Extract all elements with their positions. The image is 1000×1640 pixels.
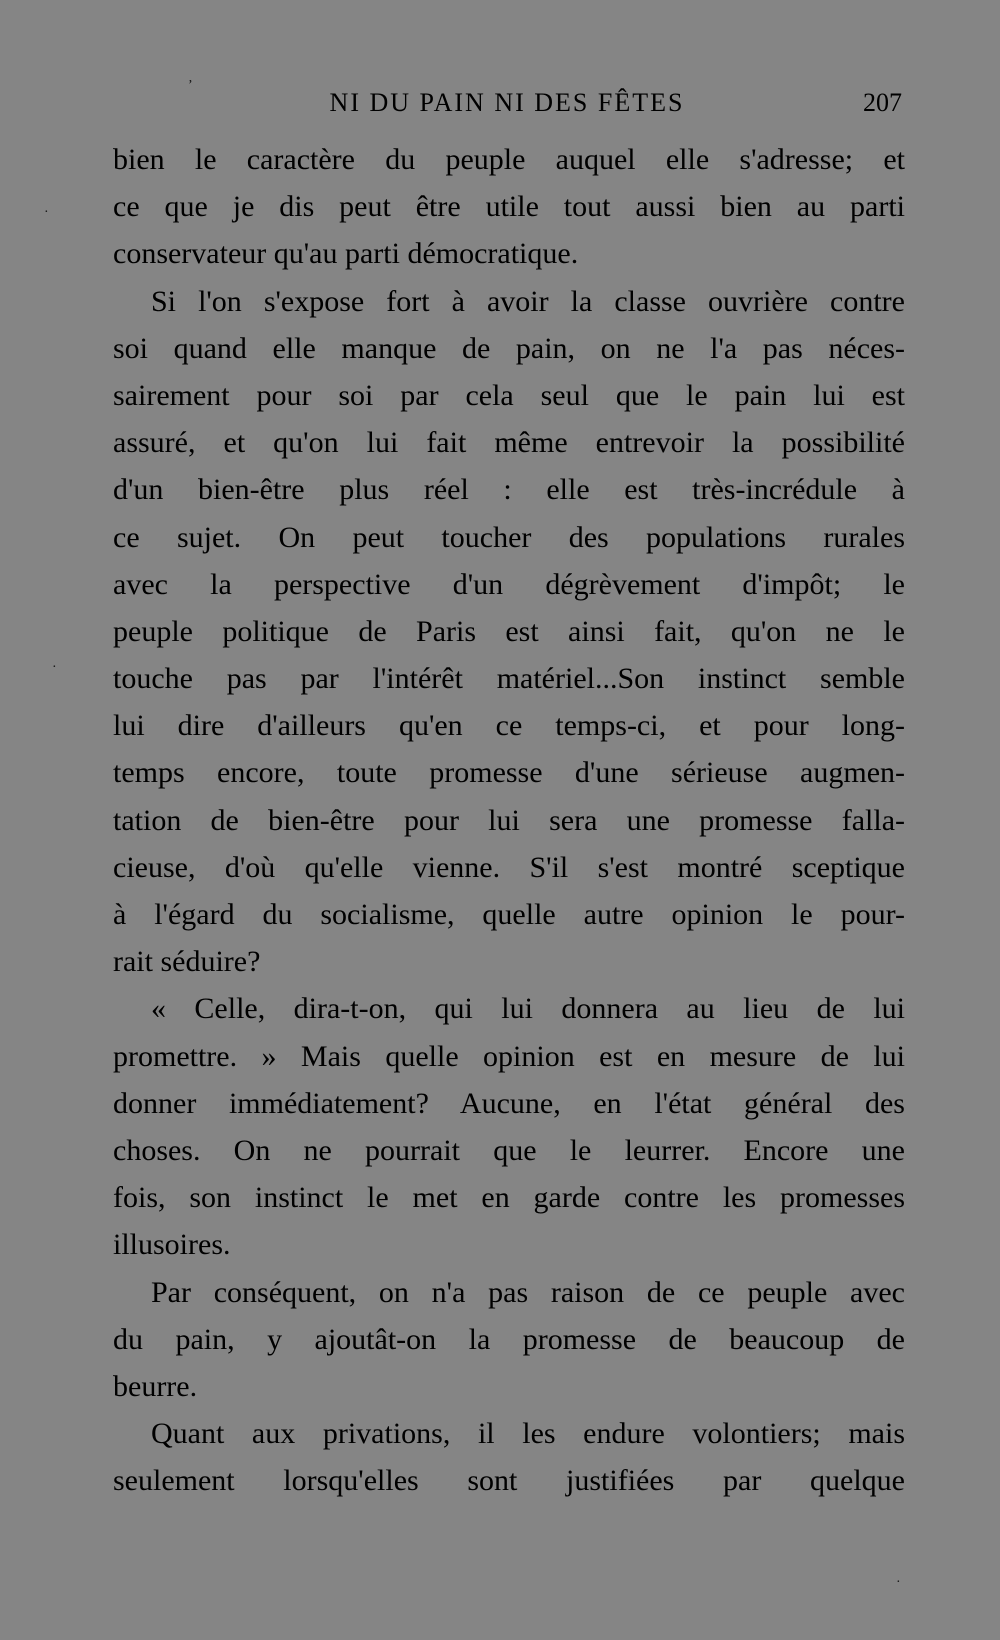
text-line: tation de bien-être pour lui sera une promesse falla- bbox=[113, 803, 905, 837]
text-line: sairement pour soi par cela seul que le pain lui est bbox=[113, 378, 905, 412]
text-line: avec la perspective d'un dégrèvement d'impôt; le bbox=[113, 567, 905, 601]
text-line: peuple politique de Paris est ainsi fait, qu'on ne le bbox=[113, 614, 905, 648]
text-line: assuré, et qu'on lui fait même entrevoir la possibilité bbox=[113, 426, 905, 460]
scan-speck-mark: ʼ bbox=[188, 78, 193, 93]
text-line: bien le caractère du peuple auquel elle s'adresse; et bbox=[113, 143, 905, 176]
text-line: seulement lorsqu'elles sont justifiées par quelque bbox=[113, 1464, 905, 1498]
text-line: Quant aux privations, il les endure volontiers; mais bbox=[151, 1417, 905, 1451]
text-line: illusoires. bbox=[113, 1228, 231, 1262]
text-line: touche pas par l'intérêt matériel...Son instinct semble bbox=[113, 662, 905, 696]
scan-speck-mark: · bbox=[52, 660, 57, 675]
text-line: « Celle, dira-t-on, qui lui donnera au lieu de lui bbox=[151, 992, 905, 1026]
text-line: choses. On ne pourrait que le leurrer. Encore une bbox=[113, 1133, 905, 1167]
text-line: du pain, y ajoutât-on la promesse de beaucoup de bbox=[113, 1322, 905, 1356]
text-line: temps encore, toute promesse d'une sérieuse augmen- bbox=[113, 756, 905, 790]
text-line: beurre. bbox=[113, 1369, 198, 1403]
text-line: ce sujet. On peut toucher des populations rurales bbox=[113, 520, 905, 554]
text-line: rait séduire? bbox=[113, 945, 261, 979]
text-line: donner immédiatement? Aucune, en l'état général des bbox=[113, 1086, 905, 1120]
text-line: conservateur qu'au parti démocratique. bbox=[113, 237, 579, 271]
running-head bbox=[112, 88, 902, 124]
body-text bbox=[113, 136, 905, 1504]
text-line: ce que je dis peut être utile tout aussi bien au parti bbox=[113, 190, 905, 224]
text-line: lui dire d'ailleurs qu'en ce temps-ci, et pour long- bbox=[113, 709, 905, 743]
page-number: 207 bbox=[863, 88, 902, 117]
text-line: Si l'on s'expose fort à avoir la classe ouvrière contre bbox=[151, 284, 905, 318]
text-line: cieuse, d'où qu'elle vienne. S'il s'est montré sceptique bbox=[113, 850, 905, 884]
text-line: d'un bien-être plus réel : elle est très-incrédule à bbox=[113, 473, 905, 507]
text-line: soi quand elle manque de pain, on ne l'a pas néces- bbox=[113, 331, 905, 365]
text-line: fois, son instinct le met en garde contre les promesses bbox=[113, 1181, 905, 1215]
scan-speck-mark: · bbox=[896, 1575, 901, 1590]
scan-speck-mark: · bbox=[44, 205, 49, 220]
running-title: NI DU PAIN NI DES FÊTES bbox=[329, 88, 685, 117]
text-line: à l'égard du socialisme, quelle autre opinion le pour- bbox=[113, 898, 905, 931]
text-line: promettre. » Mais quelle opinion est en mesure de lui bbox=[113, 1039, 905, 1073]
text-line: Par conséquent, on n'a pas raison de ce peuple avec bbox=[151, 1275, 905, 1309]
